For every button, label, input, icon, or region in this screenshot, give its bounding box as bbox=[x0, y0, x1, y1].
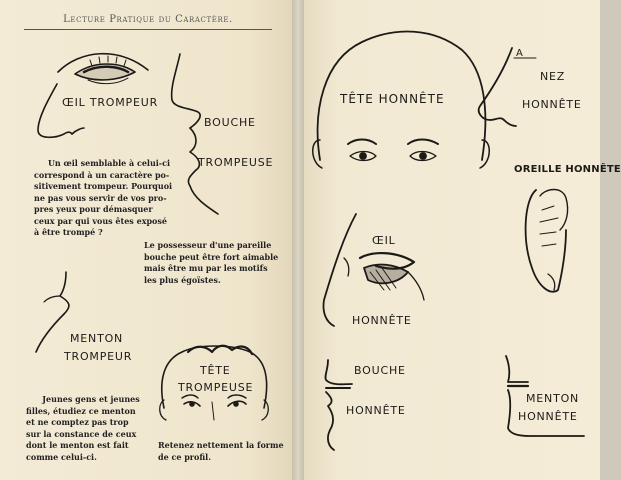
left-page bbox=[0, 0, 292, 480]
paragraph-deceptive-eye bbox=[34, 158, 184, 239]
label-tete-honnete: TÊTE HONNÊTE bbox=[340, 92, 445, 106]
paragraph-deceptive-head bbox=[158, 440, 288, 463]
eye-text-line: ceux par qui vous êtes exposé bbox=[34, 215, 167, 226]
label-oeil: ŒIL bbox=[372, 234, 396, 247]
label-trompeur: TROMPEUR bbox=[64, 350, 133, 363]
honest-eye-drawing bbox=[323, 214, 424, 326]
chin-text-line: Jeunes gens et jeunes bbox=[42, 394, 140, 404]
label-menton: MENTON bbox=[526, 392, 580, 405]
label-tete: TÊTE bbox=[200, 364, 231, 377]
eye-text-line: ne pas vous servir de vos pro- bbox=[34, 192, 167, 203]
running-head: Lecture Pratique du Caractère. bbox=[63, 14, 233, 25]
mouth-text-line: bouche peut être fort aimable bbox=[144, 251, 279, 262]
honest-ear-drawing bbox=[526, 190, 568, 292]
mouth-text-line: mais être mu par les motifs bbox=[144, 263, 268, 273]
paragraph-deceptive-chin bbox=[26, 394, 156, 463]
label-tete-trompeuse: TROMPEUSE bbox=[178, 381, 254, 394]
eye-text-line: pres yeux pour démasquer bbox=[34, 204, 153, 214]
sketch-letter: A bbox=[516, 48, 524, 59]
deceptive-chin-drawing bbox=[36, 272, 69, 352]
chin-text-line: et ne comptez pas trop bbox=[26, 417, 129, 427]
chin-text-line: sur la constance de ceux bbox=[26, 428, 137, 439]
label-oreille-honnete: OREILLE HONNÊTE bbox=[514, 164, 621, 175]
label-bouche-honnete: HONNÊTE bbox=[346, 404, 406, 417]
label-oeil-honnete: HONNÊTE bbox=[352, 314, 412, 327]
eye-text-line: correspond à un caractère po- bbox=[34, 169, 170, 180]
chin-text-line: comme celui-ci. bbox=[26, 451, 97, 462]
label-bouche: BOUCHE bbox=[204, 116, 256, 129]
eye-text-line: à être trompé ? bbox=[34, 227, 103, 237]
label-menton: MENTON bbox=[70, 332, 124, 345]
book-gutter bbox=[292, 0, 304, 480]
label-trompeuse: TROMPEUSE bbox=[198, 156, 274, 169]
head-text-line: Retenez nettement la forme bbox=[158, 440, 284, 450]
chin-text-line: dont le menton est fait bbox=[26, 440, 129, 450]
label-bouche: BOUCHE bbox=[354, 364, 406, 377]
eye-text-line: sitivement trompeur. Pourquoi bbox=[34, 181, 173, 191]
chin-text-line: filles, étudiez ce menton bbox=[26, 405, 136, 416]
label-oeil-trompeur: ŒIL TROMPEUR bbox=[62, 96, 159, 109]
eye-text-line: Un œil semblable à celui-ci bbox=[47, 158, 171, 168]
honest-nose-drawing bbox=[479, 48, 516, 126]
head-text-line: de ce profil. bbox=[158, 451, 211, 462]
label-menton-honnete: HONNÊTE bbox=[518, 410, 578, 423]
mouth-text-line: les plus égoïstes. bbox=[144, 274, 221, 285]
paragraph-deceptive-mouth bbox=[144, 240, 284, 286]
label-nez: NEZ bbox=[540, 70, 566, 83]
label-nez-honnete: HONNÊTE bbox=[522, 98, 582, 111]
right-page bbox=[304, 0, 621, 480]
mouth-text-line: Le possesseur d'une pareille bbox=[144, 240, 272, 250]
